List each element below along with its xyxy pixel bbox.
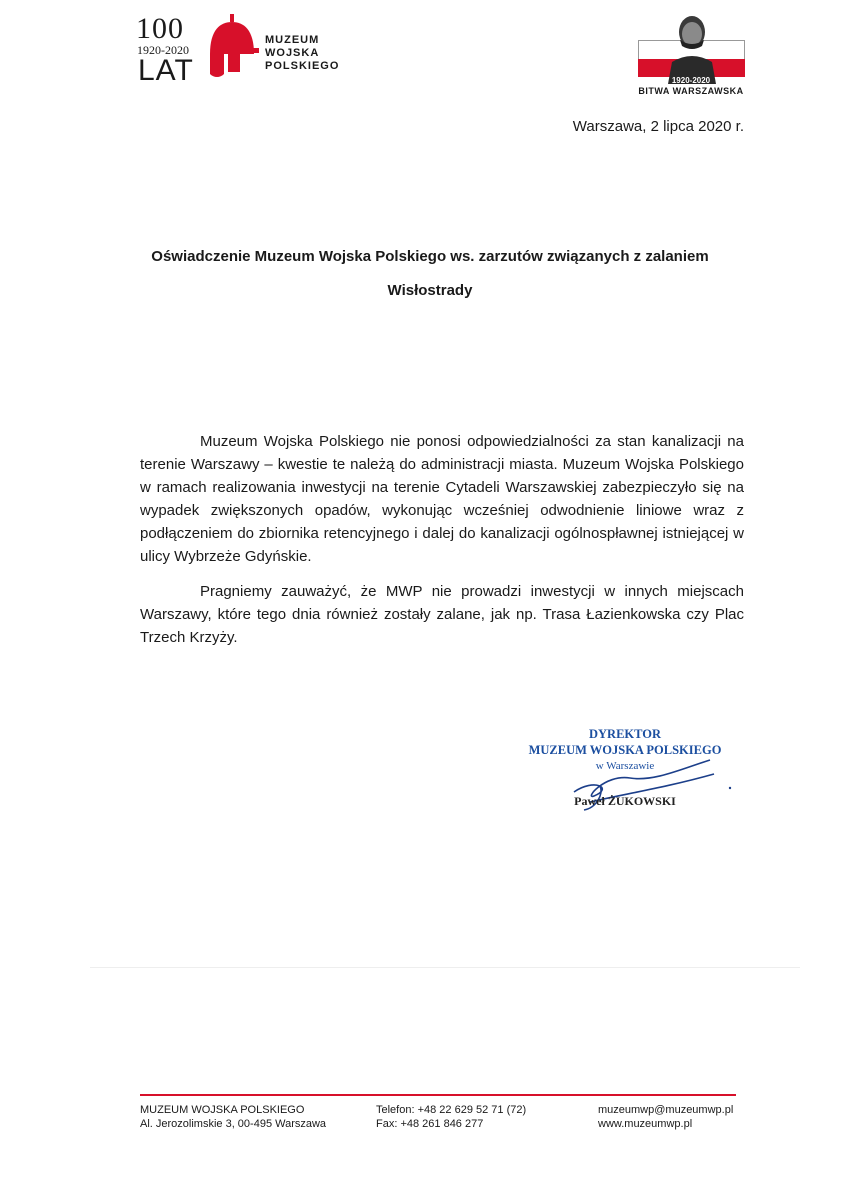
letter-title-line: Wisłostrady [387,282,473,299]
museum-name-line: MUZEUM [265,34,320,46]
anniversary-years: 1920-2020 [137,43,189,57]
museum-anniversary-logo [132,12,372,87]
footer-email: muzeumwp@muzeumwp.pl [598,1104,734,1116]
body-paragraph: Pragniemy zauważyć, że MWP nie prowadzi inwestycji w innych miejscach Warszawy, które tego dnia również zostały zalane, jak np. Trasa Łazienkowska czy Plac Trzech Krzyży. [140,583,744,646]
stamp-city: w Warszawie [595,760,655,772]
letter-title [140,240,720,308]
signatory-name: Paweł ŻUKOWSKI [574,794,676,808]
letter-body [140,430,744,661]
battle-years: 1920-2020 [671,76,711,85]
stamp-role: DYREKTOR [588,727,661,741]
anniversary-number: 100 [136,12,184,45]
stamp-institution: MUZEUM WOJSKA POLSKIEGO [528,743,722,757]
museum-name-line: POLSKIEGO [265,60,340,72]
footer-contact-block [598,1103,733,1131]
footer-phone: Telefon: +48 22 629 52 71 (72) [376,1104,527,1116]
footer-website: www.muzeumwp.pl [598,1118,693,1130]
footer-divider [140,1094,736,1096]
helmet-icon [204,14,260,80]
footer-phone-block [376,1103,526,1131]
footer-fax: Fax: +48 261 846 277 [376,1118,484,1130]
divider [90,967,800,968]
anniversary-word: LAT [138,54,194,87]
body-paragraph: Muzeum Wojska Polskiego nie ponosi odpowiedzialności za stan kanalizacji na terenie Warszawy – kwestie te należą do administracji miasta. Muzeum Wojska Polskiego w ramach realizowania inwestycji na terenie Cytadeli Warszawskiej zabezpieczyło się na wypadek zwiększonych opadów, wykonując wcześniej odwodnienie liniowe wraz z podłączeniem do zbiornika retencyjnego i dalej do kanalizacji ogólnospławnej istniejącej w ulicy Wybrzeże Gdyńskie. [140,433,744,565]
battle-name: BITWA WARSZAWSKA [638,86,744,96]
letter-title-line: Oświadczenie Muzeum Wojska Polskiego ws. zarzutów związanych z zalaniem [151,248,709,265]
letter-date: Warszawa, 2 lipca 2020 r. [572,118,744,135]
museum-name-line: WOJSKA [265,47,320,59]
footer-address: Al. Jerozolimskie 3, 00-495 Warszawa [140,1118,327,1130]
portrait-icon [664,10,720,84]
footer-address-block [140,1103,326,1131]
footer-org-name: MUZEUM WOJSKA POLSKIEGO [140,1104,305,1116]
battle-of-warsaw-logo [636,10,746,96]
museum-name-logo-text [265,34,339,73]
signature-block [520,726,740,826]
